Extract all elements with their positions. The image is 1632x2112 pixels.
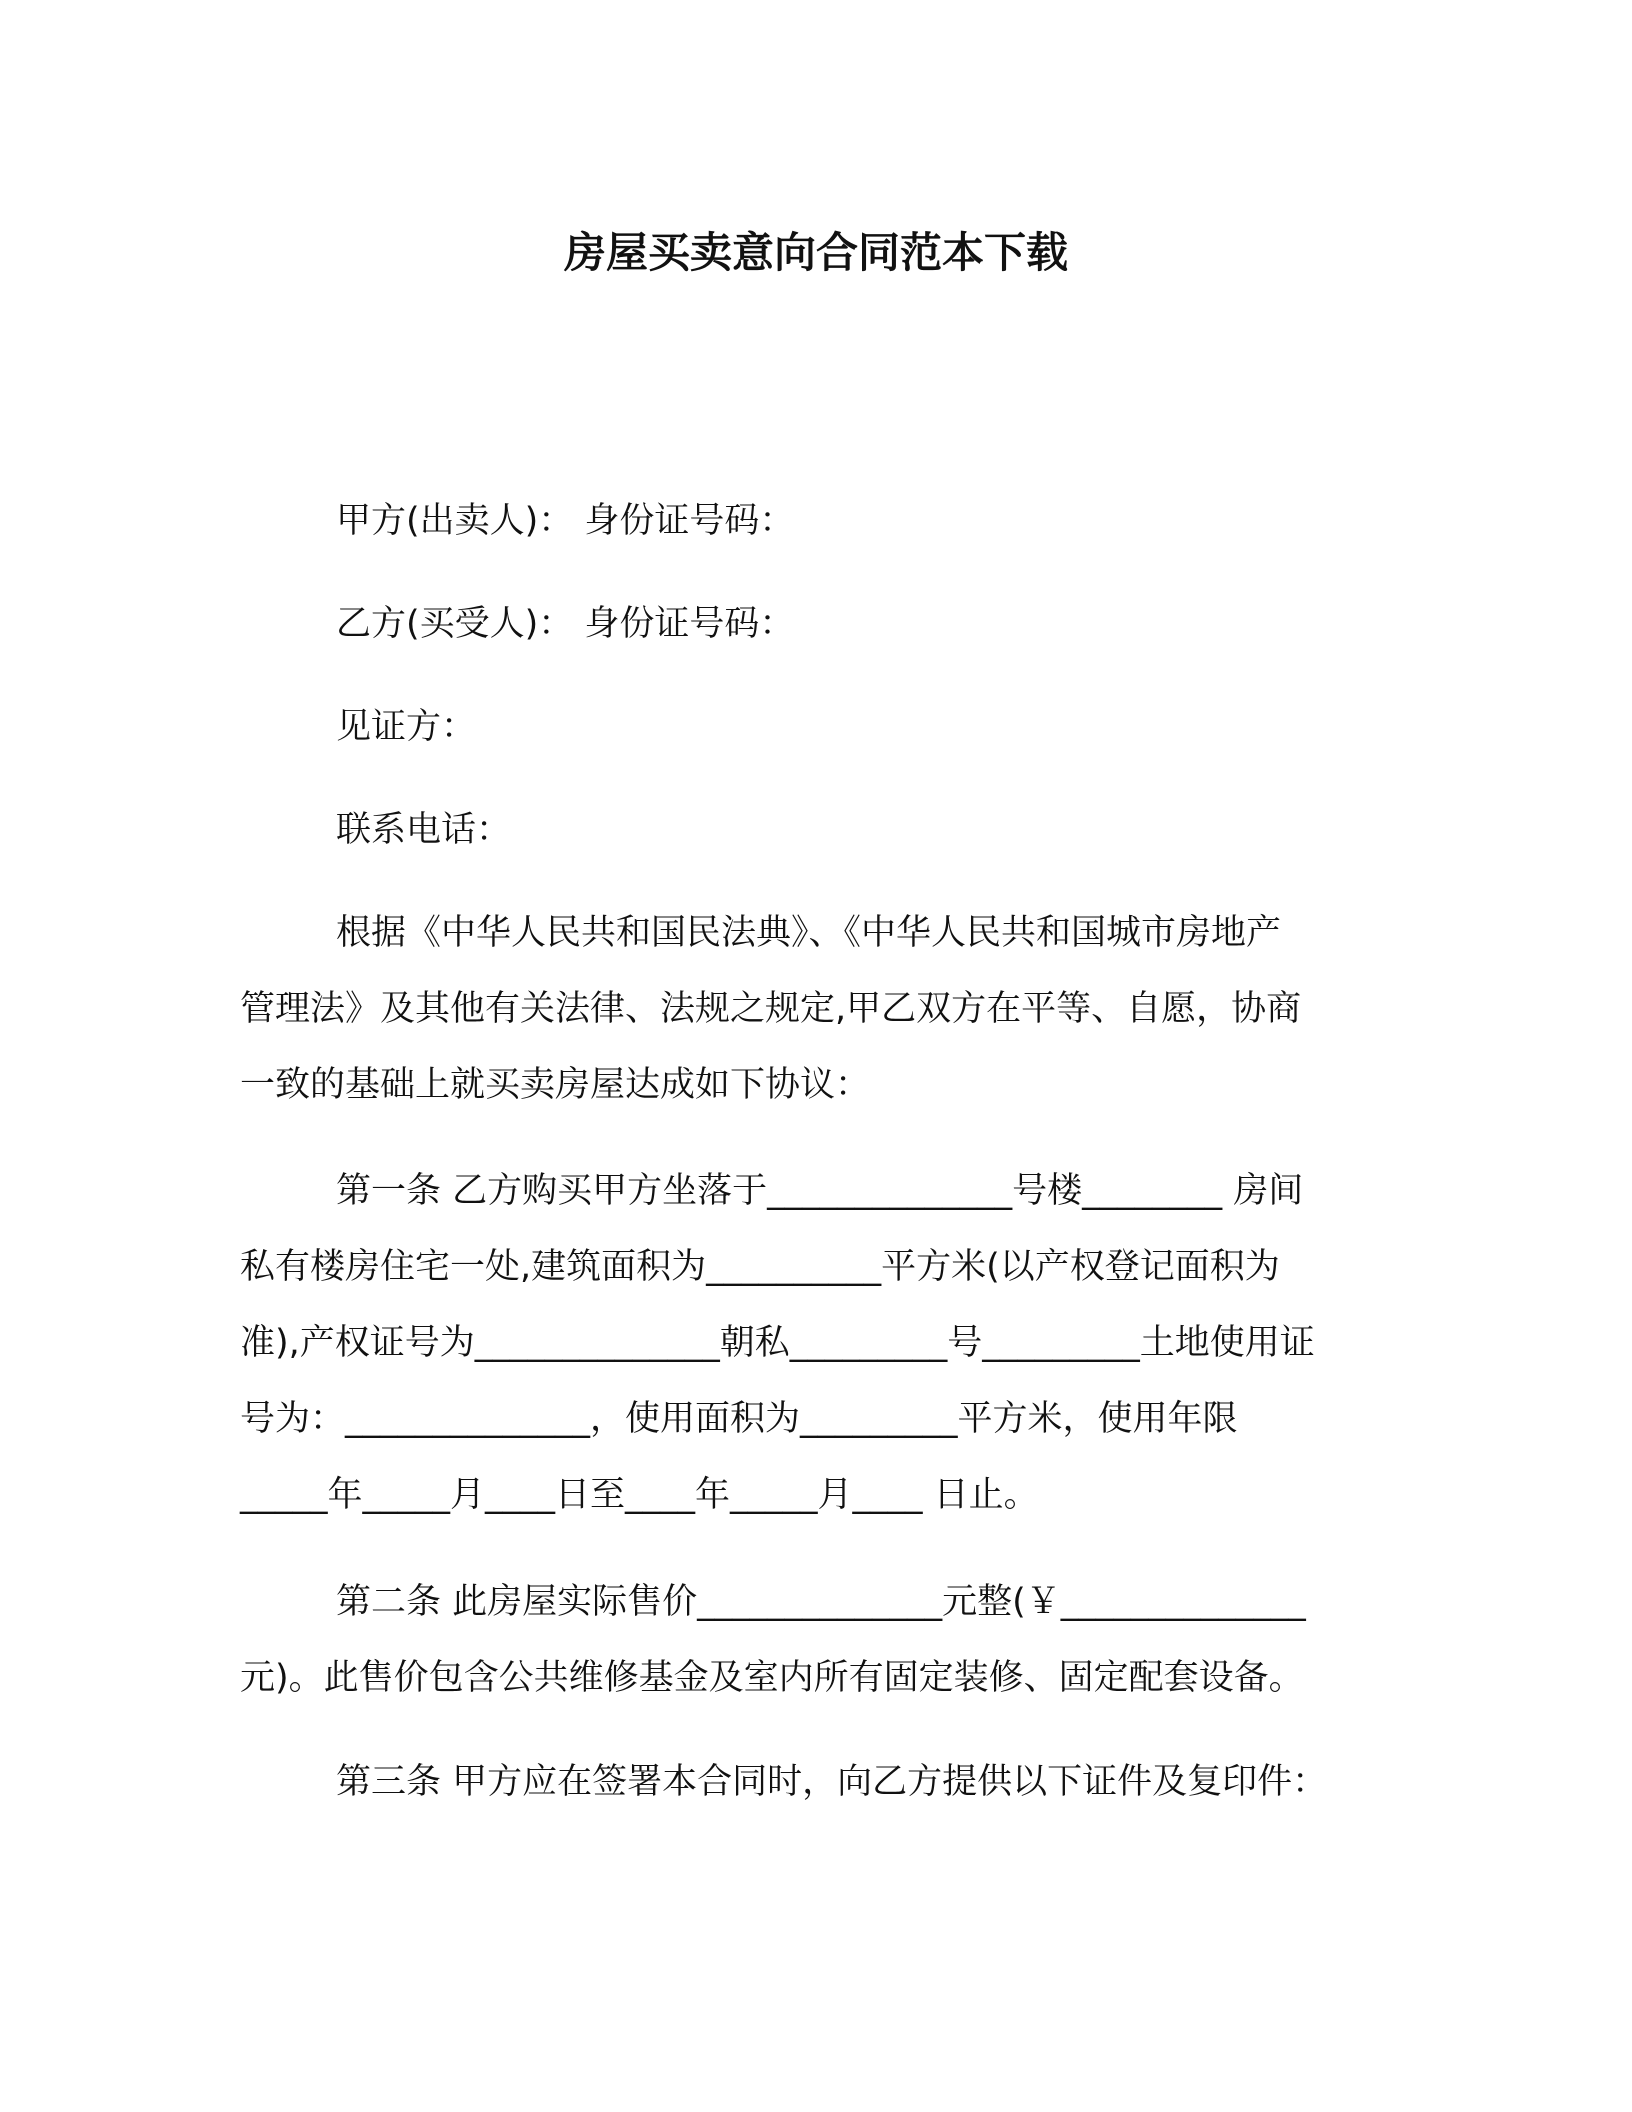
preamble-line-2: 管理法》及其他有关法律、法规之规定,甲乙双方在平等、自愿，协商 — [240, 989, 1302, 1029]
article2-line-2: 元)。此售价包含公共维修基金及室内所有固定装修、固定配套设备。 — [240, 1658, 1304, 1698]
party-a-line: 甲方(出卖人)： 身份证号码： — [336, 501, 795, 541]
article3-line-1: 第三条 甲方应在签署本合同时，向乙方提供以下证件及复印件： — [336, 1762, 1328, 1802]
article1-line-5: _____年_____月____日至____年_____月____ 日止。 — [240, 1475, 1039, 1515]
preamble-line-1: 根据《中华人民共和国民法典》、《中华人民共和国城市房地产 — [336, 913, 1282, 953]
article1-line-4: 号为：______________，使用面积为_________平方米，使用年限 — [240, 1399, 1238, 1439]
preamble-line-3: 一致的基础上就买卖房屋达成如下协议： — [240, 1065, 871, 1105]
article1-line-1: 第一条 乙方购买甲方坐落于______________号楼________ 房间 — [336, 1171, 1304, 1211]
document-title: 房屋买卖意向合同范本下载 — [563, 228, 1068, 277]
article2-line-1: 第二条 此房屋实际售价______________元整(￥______________ — [336, 1582, 1306, 1622]
contact-line: 联系电话： — [336, 810, 512, 850]
article1-line-2: 私有楼房住宅一处,建筑面积为__________平方米(以产权登记面积为 — [240, 1247, 1280, 1287]
party-b-line: 乙方(买受人)： 身份证号码： — [336, 604, 795, 644]
article1-line-3: 准),产权证号为______________朝私_________号_________土地使用证 — [240, 1323, 1315, 1363]
witness-line: 见证方： — [336, 707, 477, 747]
